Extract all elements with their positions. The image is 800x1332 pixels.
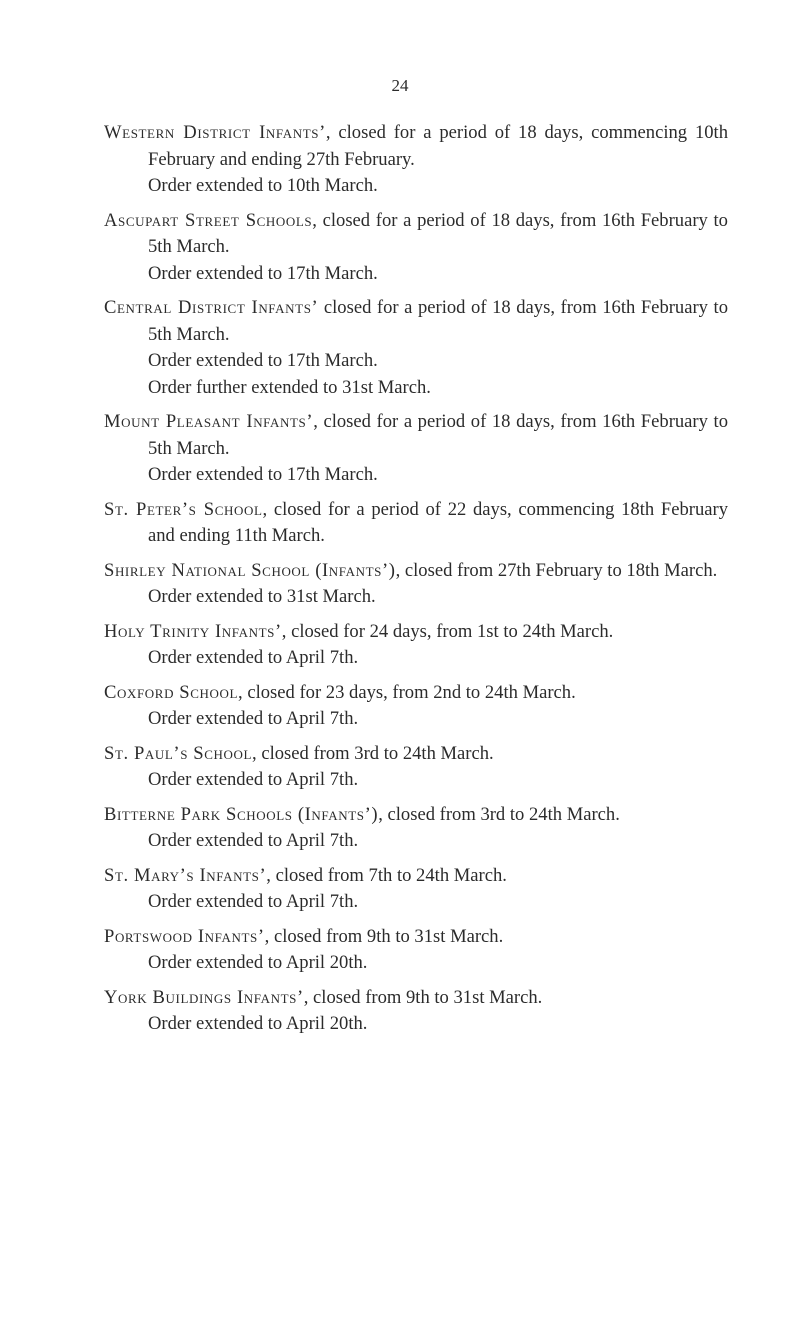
closure-entry: [104, 863, 728, 916]
school-name: Portswood Infants’: [104, 925, 265, 947]
order-extension: Order extended to 31st March.: [148, 586, 376, 607]
school-name: St. Mary’s Infants’: [104, 864, 267, 886]
closure-statement: [104, 802, 728, 829]
closure-entry: [104, 985, 728, 1038]
school-name: York Buildings Infants’: [104, 986, 304, 1008]
school-name: St. Paul’s School: [104, 742, 253, 764]
order-extension: Order extended to 17th March.: [148, 262, 378, 284]
closure-details: , closed from 9th to 31st March.: [303, 986, 543, 1008]
school-name: Bitterne Park Schools (Infants’): [104, 803, 379, 825]
school-name: Mount Pleasant Infants’: [104, 411, 314, 432]
page-number: 24: [391, 76, 409, 95]
closure-entry: [104, 497, 728, 550]
school-name: Ascupart Street Schools: [104, 209, 313, 231]
closure-statement: [104, 985, 728, 1012]
closure-entry: [104, 558, 728, 611]
closure-statement: [104, 208, 728, 261]
closure-details: , closed for a period of 18 days, from 16th February to 5th March.: [148, 209, 728, 257]
closure-statement: [104, 295, 728, 348]
order-extension: Order further extended to 31st March.: [148, 376, 431, 398]
closure-details: , closed from 3rd to 24th March.: [378, 803, 620, 825]
closure-details: , closed for a period of 18 days, from 16th February to 5th March.: [148, 411, 728, 459]
closure-entry: [104, 409, 728, 489]
closure-statement: [104, 497, 728, 550]
school-closure-list: [104, 120, 728, 1046]
order-extension: Order extended to April 7th.: [148, 647, 359, 668]
school-name: St. Peter’s School: [104, 498, 263, 520]
order-extension: Order extended to April 7th.: [148, 708, 359, 729]
closure-statement: [104, 409, 728, 462]
order-extension: Order extended to April 7th.: [148, 830, 359, 851]
order-extension: Order extended to 17th March.: [148, 464, 378, 485]
closure-statement: [104, 741, 728, 768]
closure-statement: [104, 619, 728, 646]
closure-statement: [104, 558, 728, 585]
closure-statement: [104, 120, 728, 173]
closure-details: , closed for a period of 22 days, commencing 18th February and ending 11th March.: [148, 498, 728, 546]
closure-details: , closed from 27th February to 18th March.: [395, 559, 718, 581]
closure-entry: [104, 802, 728, 855]
closure-entry: [104, 741, 728, 794]
closure-statement: [104, 924, 728, 951]
closure-statement: [104, 863, 728, 890]
school-name: Western District Infants’: [104, 122, 326, 143]
order-extension: Order extended to 10th March.: [148, 175, 378, 196]
school-name: Holy Trinity Infants’: [104, 620, 282, 642]
order-extension: Order extended to April 20th.: [148, 952, 368, 973]
order-extension: Order extended to 17th March.: [148, 350, 378, 371]
closure-details: , closed from 9th to 31st March.: [264, 925, 504, 947]
closure-details: closed for a period of 18 days, from 16th February to 5th March.: [148, 297, 728, 345]
order-extension: Order extended to April 20th.: [148, 1013, 368, 1034]
closure-details: , closed from 3rd to 24th March.: [252, 742, 494, 764]
closure-statement: [104, 680, 728, 707]
closure-details: , closed for 23 days, from 2nd to 24th March.: [238, 681, 576, 703]
school-name: Coxford School: [104, 681, 239, 703]
school-name: Central District Infants’: [104, 297, 319, 318]
closure-entry: [104, 120, 728, 200]
closure-details: , closed for a period of 18 days, commencing 10th February and ending 27th February.: [148, 122, 729, 170]
closure-entry: [104, 208, 728, 288]
closure-entry: [104, 924, 728, 977]
order-extension: Order extended to April 7th.: [148, 769, 359, 790]
closure-details: , closed from 7th to 24th March.: [266, 864, 507, 886]
closure-entry: [104, 295, 728, 401]
closure-entry: [104, 619, 728, 672]
order-extension: Order extended to April 7th.: [148, 891, 359, 912]
closure-details: , closed for 24 days, from 1st to 24th March.: [281, 620, 614, 642]
school-name: Shirley National School (Infants’): [104, 559, 396, 581]
closure-entry: [104, 680, 728, 733]
